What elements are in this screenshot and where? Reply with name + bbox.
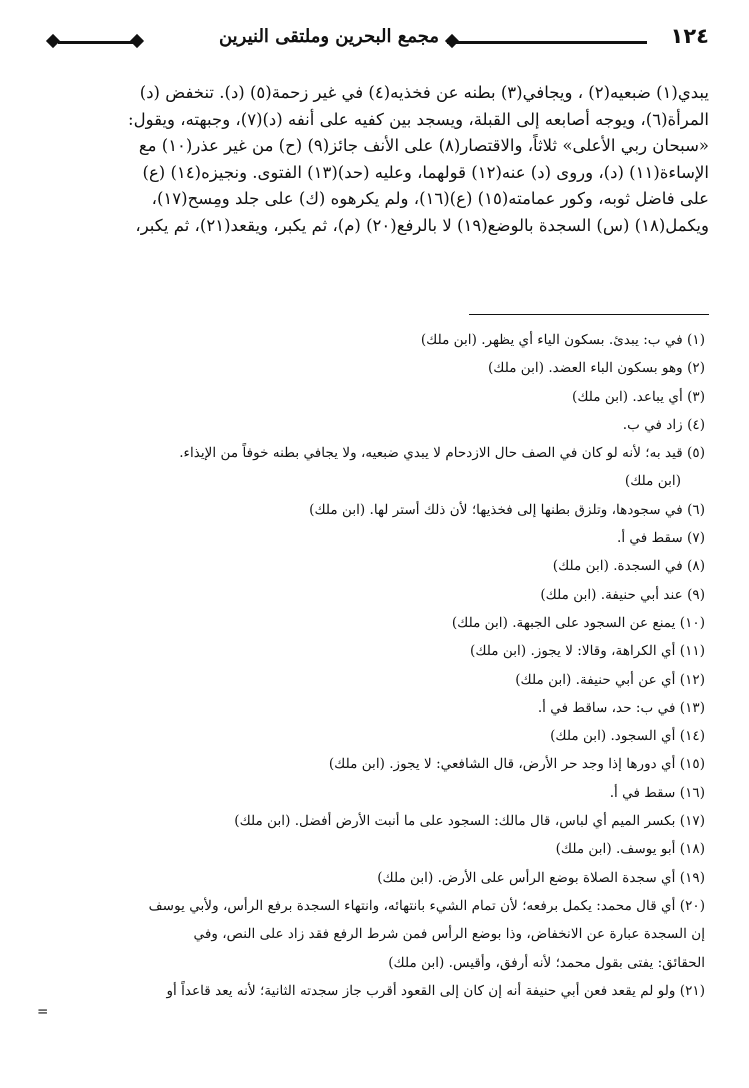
footnote: (١٠) يمنع عن السجود على الجبهة. (ابن ملك) xyxy=(451,614,705,631)
text-line: على فاضل ثوبه، وكور عمامته(١٥) (ع)(١٦)، ولم يكرهوه (ك) على جلد ومِسح(١٧)، xyxy=(151,189,709,209)
running-title: مجمع البحرين وملتقى النيرين xyxy=(218,26,439,47)
footnote: (١٩) أي سجدة الصلاة بوضع الرأس على الأرض. (ابن ملك) xyxy=(377,869,705,886)
header-rule xyxy=(58,41,136,44)
footnote: (٢١) ولو لم يقعد فعن أبي حنيفة أنه إن كان إلى القعود أقرب جاز سجدته الثانية؛ لأنه يعد قاعداً أو xyxy=(166,982,705,999)
footnote: (١٤) أي السجود. (ابن ملك) xyxy=(550,728,705,745)
continuation-mark: = xyxy=(37,1005,49,1020)
footnote-separator xyxy=(469,314,709,315)
main-text xyxy=(39,80,709,240)
footnote: (١١) أي الكراهة، وقالا: لا يجوز. (ابن ملك) xyxy=(470,643,705,660)
text-line: يبدي(١) ضبعيه(٢) ، ويجافي(٣) بطنه عن فخذيه(٤) في غير زحمة(٥) (د). تنخفض (د) xyxy=(139,83,709,102)
footnote: (١٢) أي عن أبي حنيفة. (ابن ملك) xyxy=(515,671,705,688)
footnote: (١) في ب: يبدئ. بسكون الياء أي يظهر. (ابن ملك) xyxy=(420,332,705,348)
footnote: (٣) أي يباعد. (ابن ملك) xyxy=(572,388,705,405)
page-header xyxy=(36,22,709,56)
footnote: (٥) قيد به؛ لأنه لو كان في الصف حال الازدحام لا يبدي ضبعيه، ولا يجافي بطنه خوفاً من الإيذاء. xyxy=(179,445,705,462)
text-line: «سبحان ربي الأعلى» ثلاثاً، والاقتصار(٨) على الأنف جائز(٩) (ح) من غير عذر(١٠) مع xyxy=(138,136,709,156)
footnote: (٨) في السجدة. (ابن ملك) xyxy=(552,558,705,575)
footnote-continuation: إن السجدة عبارة عن الانخفاض، وذا بوضع الرأس فمن شرط الرفع فقد زاد على النص، وفي xyxy=(193,926,705,943)
footnote: (٩) عند أبي حنيفة. (ابن ملك) xyxy=(540,586,705,603)
footnote: (٢) وهو بسكون الباء العضد. (ابن ملك) xyxy=(487,360,705,377)
diamond-ornament-icon xyxy=(46,34,60,48)
text-line: ويكمل(١٨) (س) السجدة بالوضع(١٩) لا بالرفع(٢٠) (م)، ثم يكبر، ويقعد(٢١)، ثم يكبر، xyxy=(135,215,709,235)
page-number: ١٢٤ xyxy=(670,24,709,48)
diamond-ornament-icon xyxy=(445,34,459,48)
footnote: (٧) سقط في أ. xyxy=(617,530,705,547)
footnote: (١٥) أي دورها إذا وجد حر الأرض، قال الشافعي: لا يجوز. (ابن ملك) xyxy=(328,756,705,773)
text-line: الإساءة(١١) (د)، وروى (د) عنه(١٢) قولهما، وعليه (حد)(١٣) الفتوى. ونجيزه(١٤) (ع) xyxy=(142,162,709,182)
text-line: المرأة(٦)، ويوجه أصابعه إلى القبلة، ويسجد بين كفيه على أنفه (د)(٧)، وجبهته، ويقول: xyxy=(128,109,709,129)
footnotes xyxy=(37,326,705,1019)
footnote: (١٦) سقط في أ. xyxy=(609,784,705,801)
footnote: (٢٠) أي قال محمد: يكمل برفعه؛ لأن تمام الشيء بانتهائه، وانتهاء السجدة برفع الرأس، ولأبي يوسف xyxy=(148,897,705,914)
footnote: (٦) في سجودها، وتلزق بطنها إلى فخذيها؛ لأن ذلك أستر لها. (ابن ملك) xyxy=(309,501,705,518)
footnote-continuation: الحقائق: يفتى بقول محمد؛ لأنه أرفق، وأقيس. (ابن ملك) xyxy=(388,954,705,971)
header-rule xyxy=(447,41,647,44)
footnote-continuation: (ابن ملك) xyxy=(624,473,681,490)
footnote: (١٧) بكسر الميم أي لباس، قال مالك: السجود على ما أنبت الأرض أفضل. (ابن ملك) xyxy=(234,813,705,830)
footnote: (٤) زاد في ب. xyxy=(622,416,705,433)
footnote: (١٨) أبو يوسف. (ابن ملك) xyxy=(555,841,705,858)
footnote: (١٣) في ب: حد، ساقط في أ. xyxy=(537,699,705,716)
